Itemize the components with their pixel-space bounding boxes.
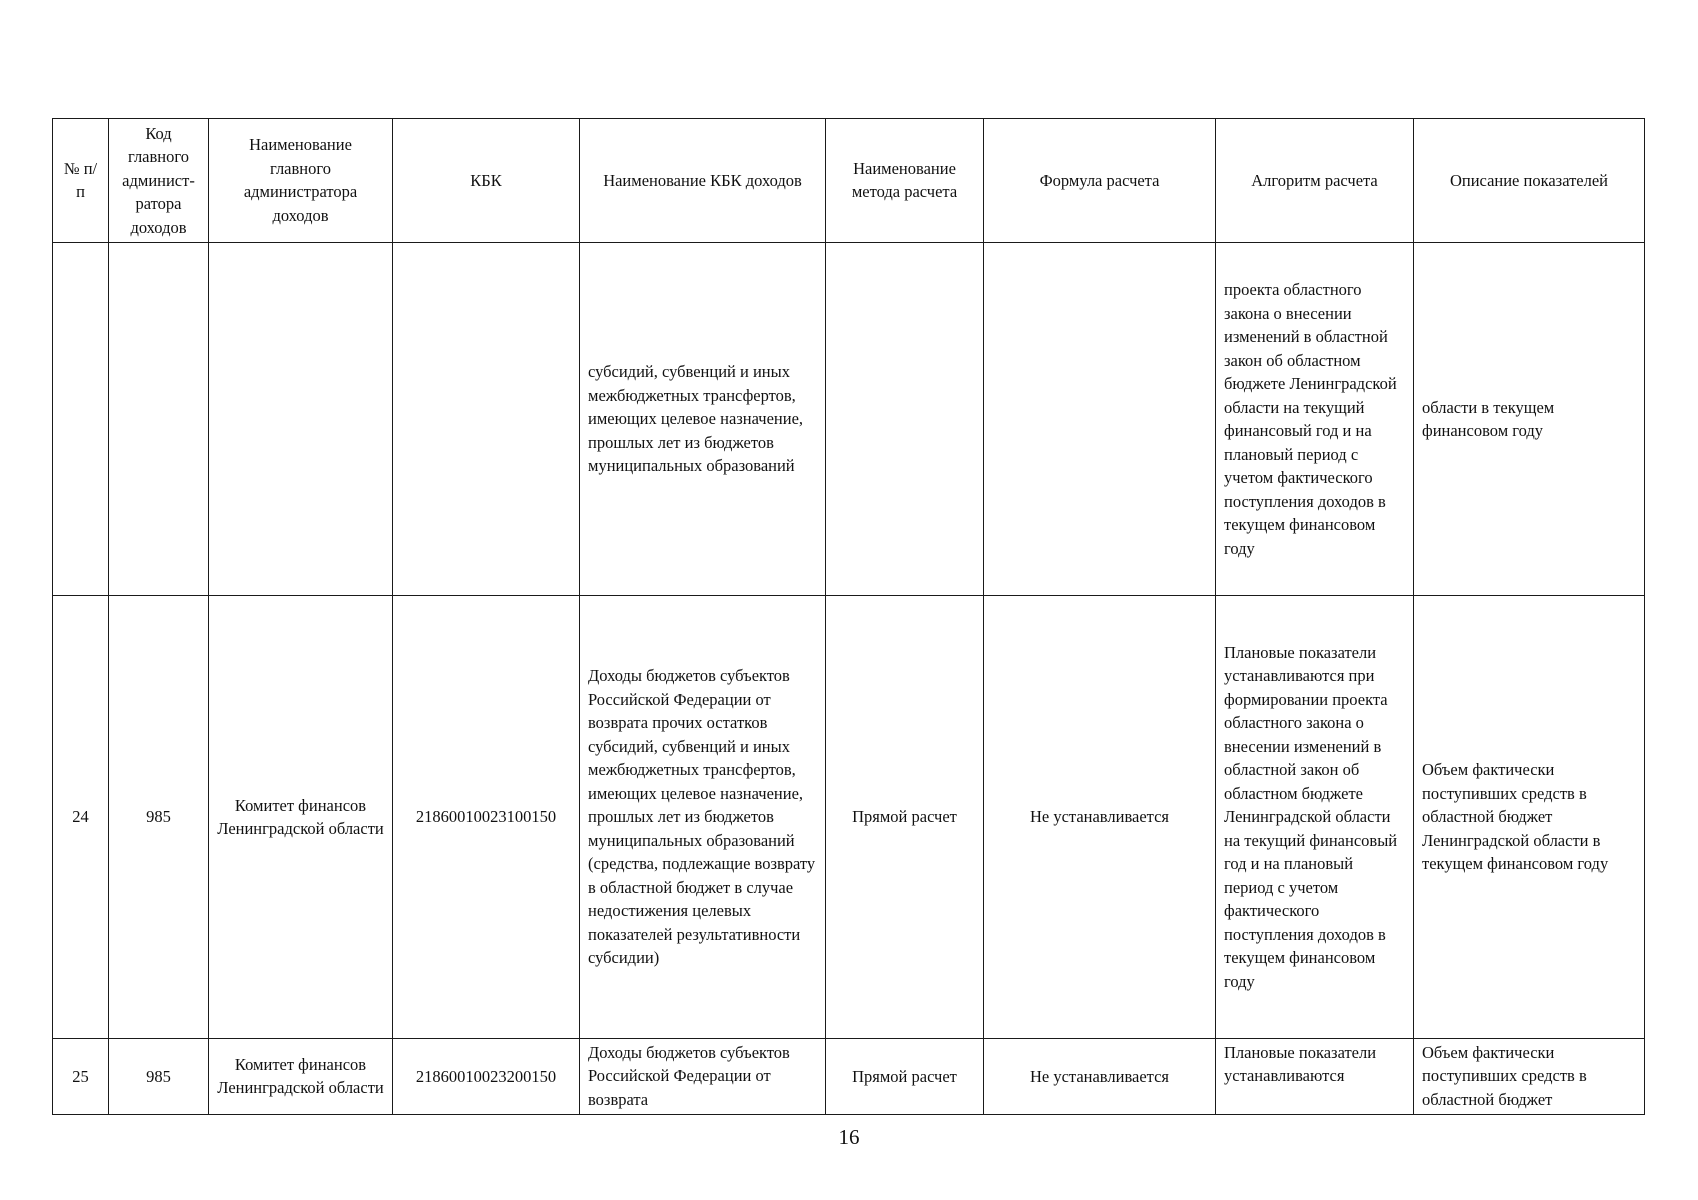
header-admin-name: Наименование главного администратора доходов	[209, 119, 393, 243]
cell-admin-name: Комитет финансов Ленинградской области	[209, 1038, 393, 1114]
cell-description: области в текущем финансовом году	[1414, 242, 1645, 596]
cell-method: Прямой расчет	[826, 1038, 984, 1114]
cell-num: 24	[53, 596, 109, 1038]
cell-kbk-name: Доходы бюджетов субъектов Российской Федерации от возврата	[580, 1038, 826, 1114]
header-method: Наименование метода расчета	[826, 119, 984, 243]
cell-kbk	[393, 242, 580, 596]
cell-algorithm: проекта областного закона о внесении изменений в областной закон об областном бюджете Ленинградской области на текущий финансовый год и на плановый период с учетом фактического поступления доходов в текущем финансовом году	[1216, 242, 1414, 596]
cell-method	[826, 242, 984, 596]
cell-admin-code	[109, 242, 209, 596]
cell-admin-name	[209, 242, 393, 596]
cell-admin-code: 985	[109, 1038, 209, 1114]
cell-num: 25	[53, 1038, 109, 1114]
revenue-methods-table	[52, 118, 1645, 1115]
cell-description: Объем фактически поступивших средств в областной бюджет	[1414, 1038, 1645, 1114]
header-formula: Формула расчета	[984, 119, 1216, 243]
table-row	[53, 1038, 1645, 1114]
table-header-row	[53, 119, 1645, 243]
cell-kbk-name: субсидий, субвенций и иных межбюджетных трансфертов, имеющих целевое назначение, прошлых лет из бюджетов муниципальных образований	[580, 242, 826, 596]
header-algorithm: Алгоритм расчета	[1216, 119, 1414, 243]
cell-method: Прямой расчет	[826, 596, 984, 1038]
cell-kbk: 21860010023100150	[393, 596, 580, 1038]
cell-algorithm: Плановые показатели устанавливаются при формировании проекта областного закона о внесении изменений в областной закон об областном бюджете Ленинградской области на текущий финансовый год и на плановый период с учетом фактического поступления доходов в текущем финансовом году	[1216, 596, 1414, 1038]
page-number: 16	[838, 1125, 860, 1149]
header-kbk-name: Наименование КБК доходов	[580, 119, 826, 243]
cell-formula: Не устанавливается	[984, 1038, 1216, 1114]
cell-algorithm: Плановые показатели устанавливаются	[1216, 1038, 1414, 1114]
cell-admin-name: Комитет финансов Ленинградской области	[209, 596, 393, 1038]
header-description: Описание показателей	[1414, 119, 1645, 243]
header-kbk: КБК	[393, 119, 580, 243]
cell-kbk-name: Доходы бюджетов субъектов Российской Федерации от возврата прочих остатков субсидий, субвенций и иных межбюджетных трансфертов, имеющих целевое назначение, прошлых лет из бюджетов муниципальных образований (средства, подлежащие возврату в областной бюджет в случае недостижения целевых показателей результативности субсидии)	[580, 596, 826, 1038]
cell-description: Объем фактически поступивших средств в областной бюджет Ленинградской области в текущем финансовом году	[1414, 596, 1645, 1038]
table-row-continued	[53, 242, 1645, 596]
cell-formula: Не устанавливается	[984, 596, 1216, 1038]
cell-formula	[984, 242, 1216, 596]
cell-num	[53, 242, 109, 596]
cell-kbk: 21860010023200150	[393, 1038, 580, 1114]
header-num: № п/п	[53, 119, 109, 243]
header-admin-code: Код главного админист-ратора доходов	[109, 119, 209, 243]
cell-admin-code: 985	[109, 596, 209, 1038]
table-row	[53, 596, 1645, 1038]
